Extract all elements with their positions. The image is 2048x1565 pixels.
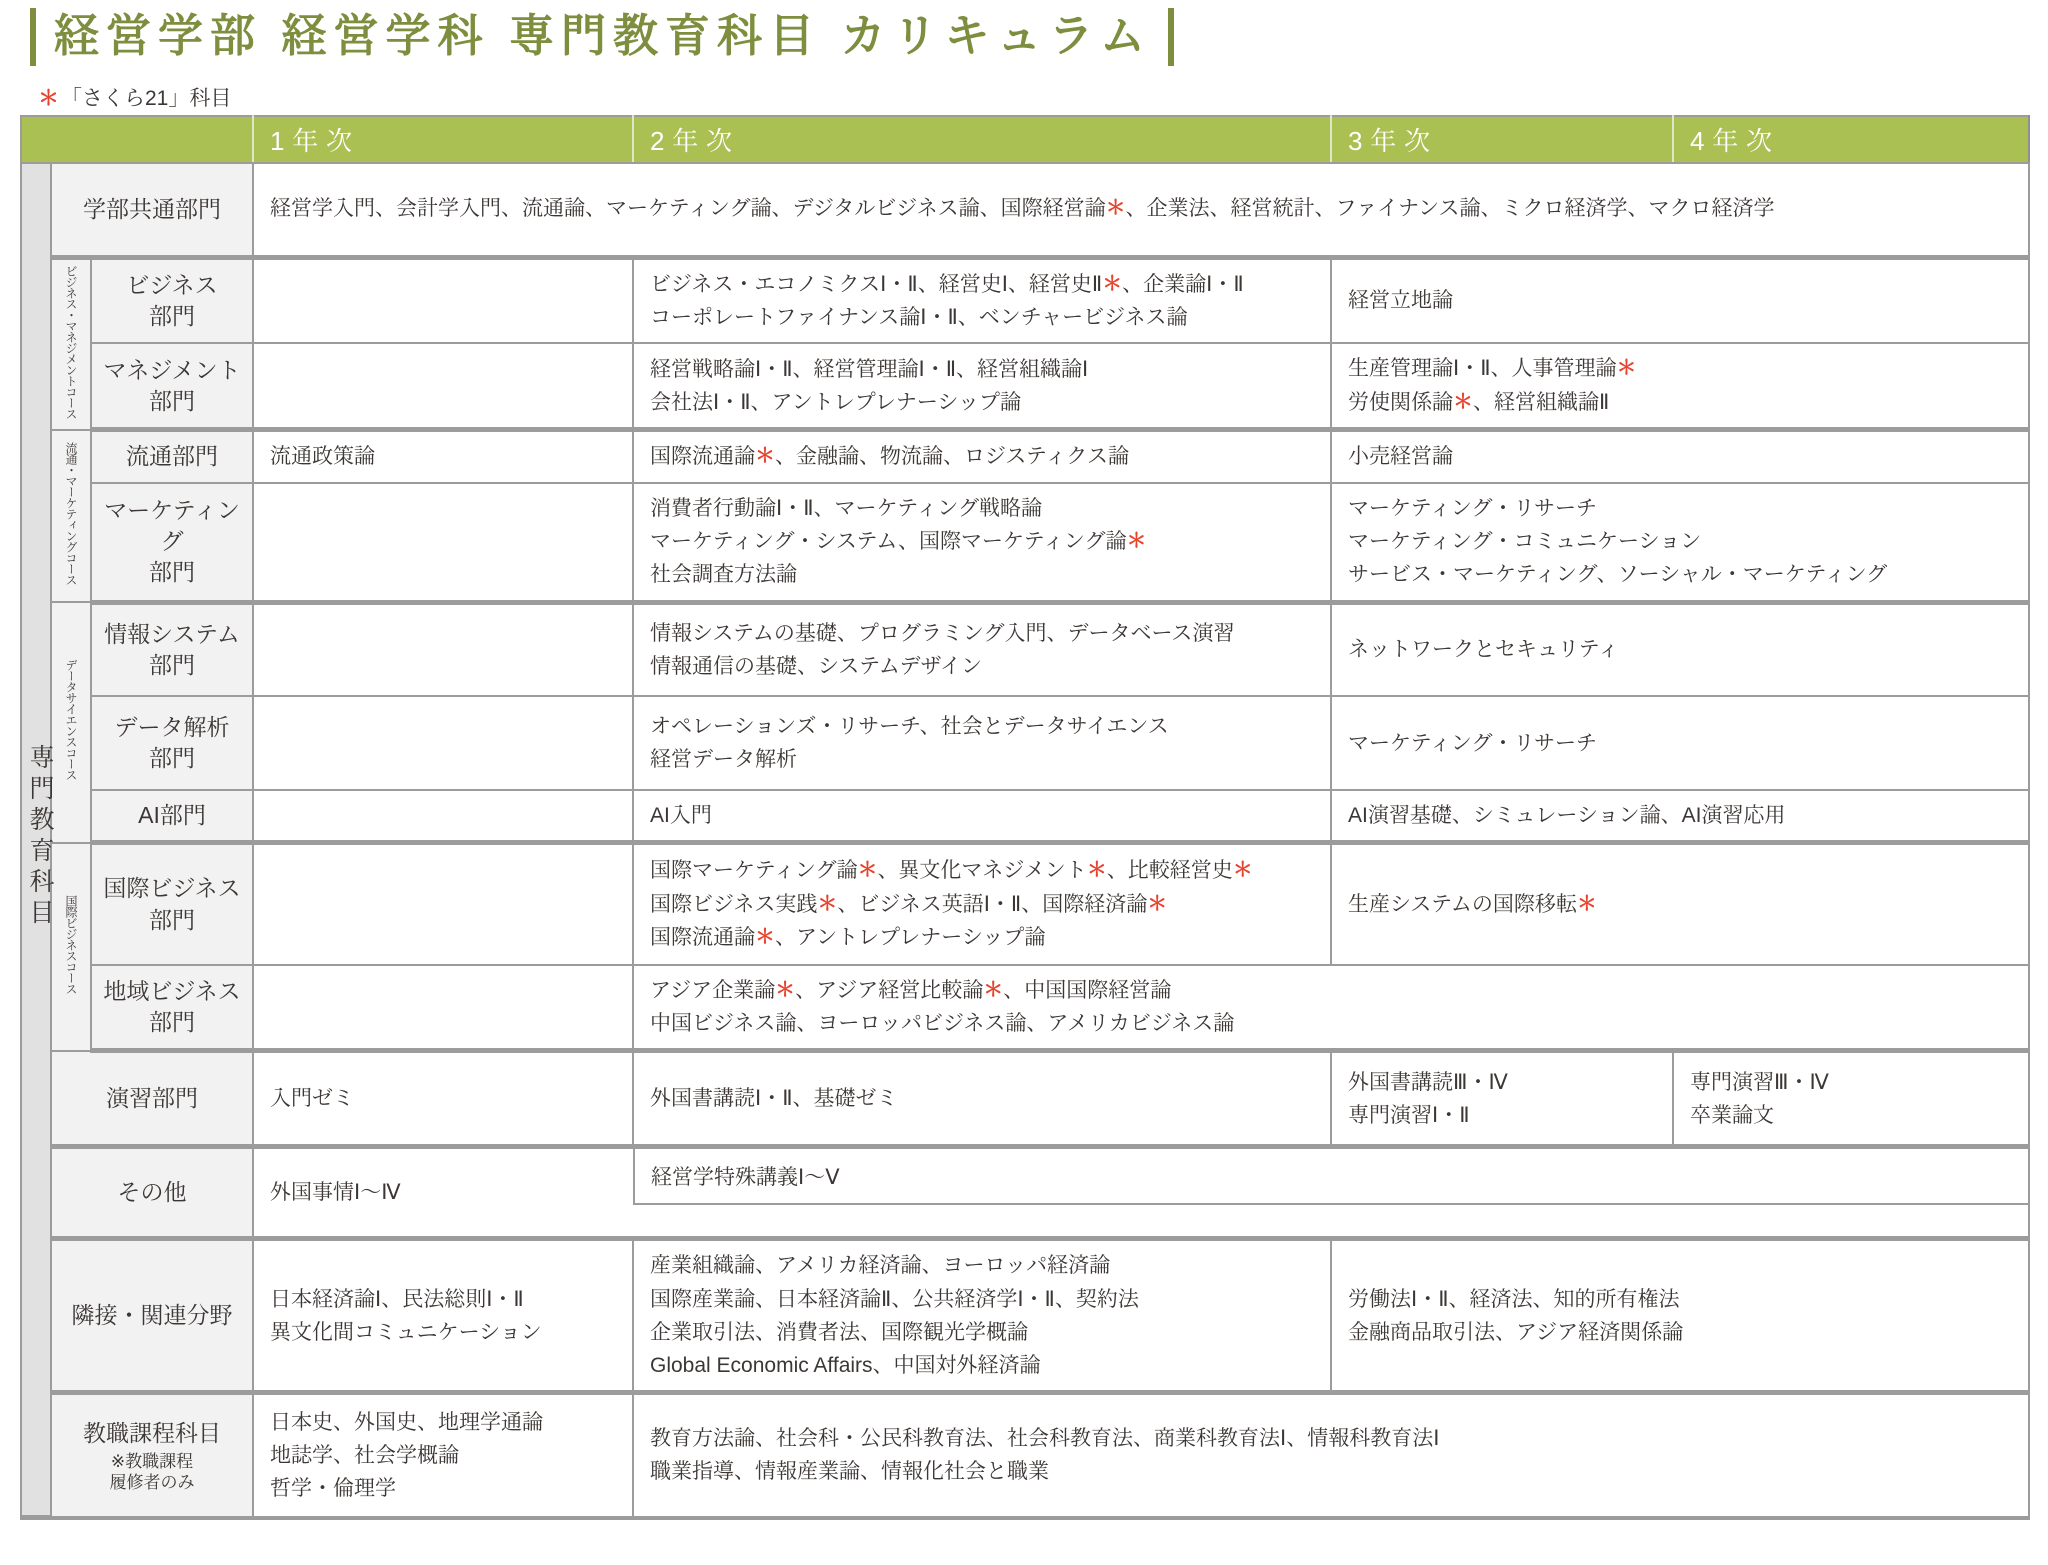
course-label-intl-business: 国際ビジネスコース: [51, 843, 91, 1051]
cell-info-system-year3: ネットワークとセキュリティ: [1331, 602, 2029, 696]
row-label-regional-business: 地域ビジネス 部門: [91, 965, 253, 1051]
header-blank-cell: [21, 116, 253, 163]
row-seminar: [21, 1051, 2029, 1147]
cell-ai-year3: AI演習基礎、シミュレーション論、AI演習応用: [1331, 790, 2029, 843]
cell-business-year3: 経営立地論: [1331, 257, 2029, 343]
row-data-analysis: [21, 696, 2029, 790]
cell-regional-business-year2-4: アジア企業論＊、アジア経営比較論＊、中国国際経営論 中国ビジネス論、ヨーロッパビジネス論、アメリカビジネス論: [633, 965, 2029, 1051]
row-info-system: [21, 602, 2029, 696]
cell-intl-business-year2: 国際マーケティング論＊、異文化マネジメント＊、比較経営史＊ 国際ビジネス実践＊、ビジネス英語Ⅰ・Ⅱ、国際経済論＊ 国際流通論＊、アントレプレナーシップ論: [633, 843, 1331, 965]
row-label-intl-business: 国際ビジネス 部門: [91, 843, 253, 965]
cell-data-analysis-year3: マーケティング・リサーチ: [1331, 696, 2029, 790]
cell-related-year1: 日本経済論Ⅰ、民法総則Ⅰ・Ⅱ 異文化間コミュニケーション: [253, 1239, 633, 1393]
sakura21-asterisk: ＊: [755, 926, 775, 949]
row-management: [21, 343, 2029, 430]
teaching-label-main: 教職課程科目: [83, 1419, 221, 1446]
cell-seminar-year2: 外国書講読Ⅰ・Ⅱ、基礎ゼミ: [633, 1051, 1331, 1147]
sakura21-asterisk: ＊: [1453, 390, 1473, 413]
sakura21-asterisk: ＊: [1616, 357, 1637, 380]
cell-info-system-year2: 情報システムの基礎、プログラミング入門、データベース演習 情報通信の基礎、システムデザイン: [633, 602, 1331, 696]
sakura21-asterisk: ＊: [1086, 859, 1107, 882]
cell-ai-year1-empty: [253, 790, 633, 843]
sakura21-asterisk: ＊: [857, 859, 878, 882]
row-marketing: [21, 483, 2029, 602]
sakura21-asterisk: ＊: [1232, 859, 1253, 882]
cell-management-year2: 経営戦略論Ⅰ・Ⅱ、経営管理論Ⅰ・Ⅱ、経営組織論Ⅰ 会社法Ⅰ・Ⅱ、アントレプレナーシップ論: [633, 343, 1331, 430]
cell-management-year3: 生産管理論Ⅰ・Ⅱ、人事管理論＊ 労使関係論＊、経営組織論Ⅱ: [1331, 343, 2029, 430]
sakura21-asterisk: ＊: [1105, 197, 1126, 220]
row-label-seminar: 演習部門: [51, 1051, 253, 1147]
special-lecture-box: 経営学特殊講義Ⅰ～Ⅴ: [633, 1149, 2028, 1205]
cell-business-year2: ビジネス・エコノミクスⅠ・Ⅱ、経営史Ⅰ、経営史Ⅱ＊、企業論Ⅰ・Ⅱ コーポレートファイナンス論Ⅰ・Ⅱ、ベンチャービジネス論: [633, 257, 1331, 343]
cell-intl-business-year3: 生産システムの国際移転＊: [1331, 843, 2029, 965]
row-label-marketing: マーケティング 部門: [91, 483, 253, 602]
curriculum-table: [20, 115, 2030, 1520]
cell-data-analysis-year2: オペレーションズ・リサーチ、社会とデータサイエンス 経営データ解析: [633, 696, 1331, 790]
sakura21-asterisk: ＊: [1102, 272, 1123, 295]
row-label-business: ビジネス 部門: [91, 257, 253, 343]
teaching-label-sub: ※教職課程 履修者のみ: [109, 1451, 195, 1492]
course-label-business-management: ビジネス・マネジメントコース: [51, 257, 91, 430]
header-year-4: 4年次: [1673, 116, 2029, 163]
cell-teaching-year2-4: 教育方法論、社会科・公民科教育法、社会科教育法、商業科教育法Ⅰ、情報科教育法Ⅰ 職業指導、情報産業論、情報化社会と職業: [633, 1393, 2029, 1518]
header-year-3: 3年次: [1331, 116, 1673, 163]
course-label-distribution-marketing: 流通・マーケティングコース: [51, 430, 91, 602]
sakura21-asterisk: ＊: [1147, 892, 1168, 915]
row-related: [21, 1239, 2029, 1393]
course-label-data-science: データサイエンスコース: [51, 602, 91, 843]
cell-other-year1: 外国事情Ⅰ～Ⅳ: [253, 1147, 633, 1239]
cell-common-all-years: 経営学入門、会計学入門、流通論、マーケティング論、デジタルビジネス論、国際経営論＊、企業法、経営統計、ファイナンス論、ミクロ経済学、マクロ経済学: [253, 163, 2029, 257]
cell-ai-year2: AI入門: [633, 790, 1331, 843]
row-label-ai: AI部門: [91, 790, 253, 843]
cell-distribution-year2: 国際流通論＊、金融論、物流論、ロジスティクス論: [633, 430, 1331, 483]
row-label-data-analysis: データ解析 部門: [91, 696, 253, 790]
cell-regional-business-year1-empty: [253, 965, 633, 1051]
cell-teaching-year1: 日本史、外国史、地理学通論 地誌学、社会学概論 哲学・倫理学: [253, 1393, 633, 1518]
sakura21-asterisk: ＊: [817, 892, 838, 915]
cell-other-year2-4: [633, 1147, 2029, 1239]
row-intl-business: [21, 843, 2029, 965]
cell-management-year1-empty: [253, 343, 633, 430]
spine-label: 専門教育科目: [26, 744, 54, 931]
sakura21-asterisk: ＊: [755, 445, 775, 468]
row-label-related: 隣接・関連分野: [51, 1239, 253, 1393]
cell-intl-business-year1-empty: [253, 843, 633, 965]
sakura21-asterisk: ＊: [983, 978, 1004, 1001]
cell-business-year1-empty: [253, 257, 633, 343]
sakura21-asterisk: ＊: [1576, 892, 1597, 915]
cell-marketing-year3: マーケティング・リサーチ マーケティング・コミュニケーション サービス・マーケティング、ソーシャル・マーケティング: [1331, 483, 2029, 602]
cell-related-year3: 労働法Ⅰ・Ⅱ、経済法、知的所有権法 金融商品取引法、アジア経済関係論: [1331, 1239, 2029, 1393]
row-label-common: 学部共通部門: [51, 163, 253, 257]
row-label-teaching: [51, 1393, 253, 1518]
header-row: [21, 116, 2029, 163]
row-label-distribution: 流通部門: [91, 430, 253, 483]
cell-seminar-year3: 外国書講読Ⅲ・Ⅳ 専門演習Ⅰ・Ⅱ: [1331, 1051, 1673, 1147]
row-common: [21, 163, 2029, 257]
cell-seminar-year4: 専門演習Ⅲ・Ⅳ 卒業論文: [1673, 1051, 2029, 1147]
row-other: [21, 1147, 2029, 1239]
row-business: [21, 257, 2029, 343]
row-label-other: その他: [51, 1147, 253, 1239]
cell-marketing-year1-empty: [253, 483, 633, 602]
sakura21-note-text: 「さくら21」科目: [61, 87, 232, 110]
sakura21-note: [38, 82, 231, 112]
cell-distribution-year3: 小売経営論: [1331, 430, 2029, 483]
cell-data-analysis-year1-empty: [253, 696, 633, 790]
spine-senmon-kyoiku-kamoku: [21, 163, 54, 1518]
cell-marketing-year2: 消費者行動論Ⅰ・Ⅱ、マーケティング戦略論 マーケティング・システム、国際マーケティング論＊ 社会調査方法論: [633, 483, 1331, 602]
row-ai: [21, 790, 2029, 843]
cell-seminar-year1: 入門ゼミ: [253, 1051, 633, 1147]
cell-distribution-year1: 流通政策論: [253, 430, 633, 483]
sakura21-asterisk: ＊: [38, 87, 59, 110]
header-year-1: 1年次: [253, 116, 633, 163]
header-year-2: 2年次: [633, 116, 1331, 163]
row-teaching: [21, 1393, 2029, 1518]
page-title: 経営学部 経営学科 専門教育科目 カリキュラム: [30, 8, 1174, 66]
row-label-management: マネジメント 部門: [91, 343, 253, 430]
row-regional-business: [21, 965, 2029, 1051]
sakura21-asterisk: ＊: [1126, 529, 1147, 552]
row-label-info-system: 情報システム 部門: [91, 602, 253, 696]
row-distribution: [21, 430, 2029, 483]
cell-related-year2: 産業組織論、アメリカ経済論、ヨーロッパ経済論 国際産業論、日本経済論Ⅱ、公共経済学Ⅰ・Ⅱ、契約法 企業取引法、消費者法、国際観光学概論 Global Economic Affairs、中国対外経済論: [633, 1239, 1331, 1393]
cell-info-system-year1-empty: [253, 602, 633, 696]
sakura21-asterisk: ＊: [775, 978, 796, 1001]
